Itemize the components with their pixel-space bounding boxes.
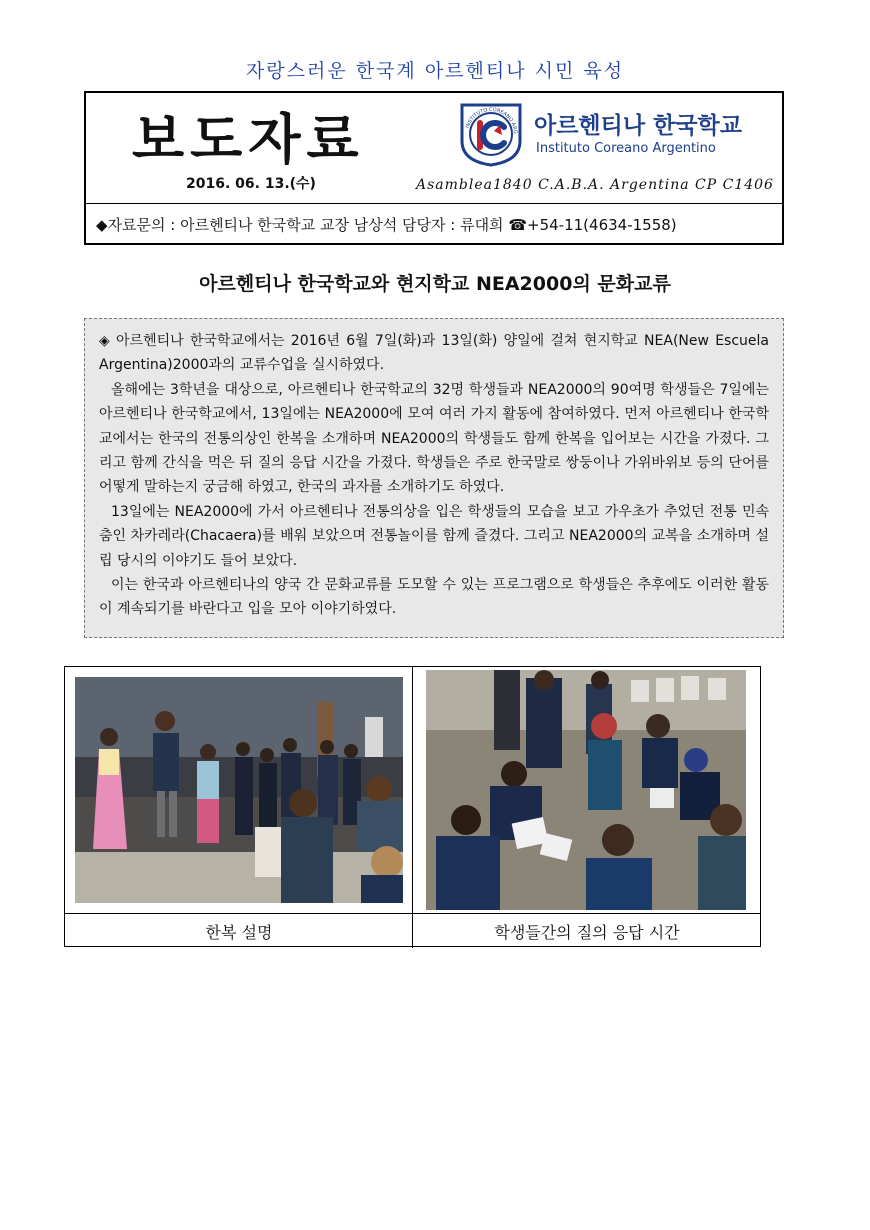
paragraph-1: ◈ 아르헨티나 한국학교에서는 2016년 6월 7일(화)과 13일(화) 양일에 걸쳐 현지학교 NEA(New Escuela Argentina)2000과의 교류수업을 실시하였다. (99, 333, 769, 374)
press-release-header (84, 91, 784, 245)
photo-caption-left: 한복 설명 (205, 923, 273, 942)
slogan: 자랑스러운 한국계 아르헨티나 시민 육성 (245, 60, 625, 82)
paragraph-3: 13일에는 NEA2000에 가서 아르헨티나 전통의상을 입은 학생들의 모습을 보고 가우초가 추었던 전통 민속춤인 차카레라(Chacaera)를 배워 보았으며 전통놀이를 함께 즐겼다. 그리고 NEA2000의 교복을 소개하며 설립 당시의 이야기도 들어 보았다. (99, 503, 769, 569)
caption-row (65, 913, 760, 948)
school-address: Asamblea1840 C.A.B.A. Argentina CP C1406 (416, 177, 774, 193)
header-top (86, 93, 782, 204)
photo-caption-right: 학생들간의 질의 응답 시간 (494, 923, 680, 942)
release-date: 2016. 06. 13.(수) (186, 176, 316, 192)
photo-hanbok-explanation (75, 677, 403, 903)
photo-qa-session (426, 670, 746, 910)
logo-text: INSTITUTO COREANO ARG (464, 106, 519, 135)
photo-table (64, 666, 761, 947)
contact-phone: +54-11(4634-1558) (527, 216, 677, 234)
paragraph-4: 이는 한국과 아르헨티나의 양국 간 문화교류를 도모할 수 있는 프로그램으로 학생들은 추후에도 이러한 활동이 계속되기를 바란다고 입을 모아 이야기하였다. (99, 577, 769, 618)
contact-text: ◆자료문의 : 아르헨티나 한국학교 교장 남상석 담당자 : 류대희 (96, 216, 509, 234)
school-logo (458, 101, 524, 167)
phone-icon: ☎ (508, 216, 528, 234)
contact-info (96, 214, 677, 235)
article-body (84, 318, 784, 638)
page-title: 보도자료 (132, 108, 365, 171)
school-name-spanish: Instituto Coreano Argentino (536, 141, 716, 156)
school-name-korean: 아르헨티나 한국학교 (534, 113, 742, 139)
paragraph-2: 올해에는 3학년을 대상으로, 아르헨티나 한국학교의 32명 학생들과 NEA2000의 90여명 학생들은 7일에는 아르헨티나 한국학교에서, 13일에는 NEA2000에 모여 여러 가지 활동에 참여하였다. 먼저 아르헨티나 한국학교에서는 한국의 전통의상인 한복을 소개하며 NEA2000의 학생들도 함께 한복을 입어보는 시간을 가졌다. 그리고 함께 간식을 먹은 뒤 질의 응답 시간을 가졌다. 학생들은 주로 한국말로 쌍둥이나 가위바위보 등의 단어를 어떻게 말하는지 궁금해 하였고, 한국의 과자를 소개하기도 하였다. (99, 381, 769, 496)
article-headline: 아르헨티나 한국학교와 현지학교 NEA2000의 문화교류 (199, 273, 671, 295)
